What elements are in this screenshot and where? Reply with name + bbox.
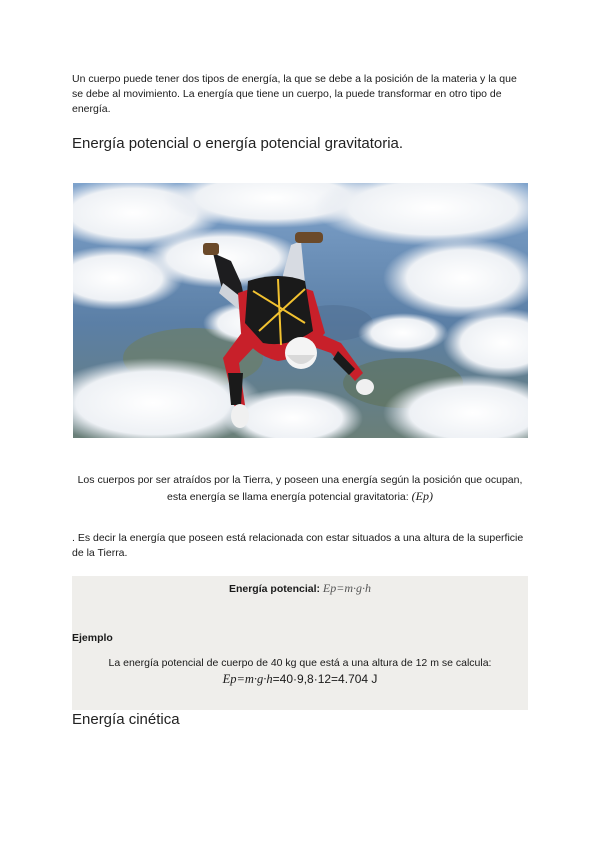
height-relation-paragraph: . Es decir la energía que poseen está relacionada con estar situados a una altura de la superficie de la Tierra. [72, 532, 524, 559]
example-calculation [72, 672, 528, 687]
gravitational-energy-paragraph [72, 472, 528, 505]
example-heading: Ejemplo [72, 632, 113, 644]
ep-symbol: (Ep) [411, 489, 433, 503]
calc-formula: Ep=m·g·h [222, 672, 273, 686]
heading-energia-cinetica: Energía cinética [72, 711, 180, 728]
skydiver-photo [73, 183, 528, 438]
formula-example-box [72, 576, 528, 710]
gravitational-energy-text: Los cuerpos por ser atraídos por la Tierra, y poseen una energía según la posición que ocupan, esta energía se llama energía potencial gravitatoria: [77, 474, 523, 503]
example-statement: La energía potencial de cuerpo de 40 kg que está a una altura de 12 m se calcula: [108, 657, 492, 669]
formula-title-label: Energía potencial: [228, 583, 320, 595]
formula-title [72, 580, 528, 597]
intro-paragraph: Un cuerpo puede tener dos tipos de energía, la que se debe a la posición de la materia y la que se debe al movimiento. La energía que tiene un cuerpo, la puede transformar en otro tipo de energía. [72, 73, 517, 115]
heading-energia-potencial: Energía potencial o energía potencial gravitatoria. [72, 135, 404, 152]
formula-title-expression: Ep=m·g·h [322, 581, 372, 595]
calc-result: =40·9,8·12=4.704 J [272, 672, 378, 686]
